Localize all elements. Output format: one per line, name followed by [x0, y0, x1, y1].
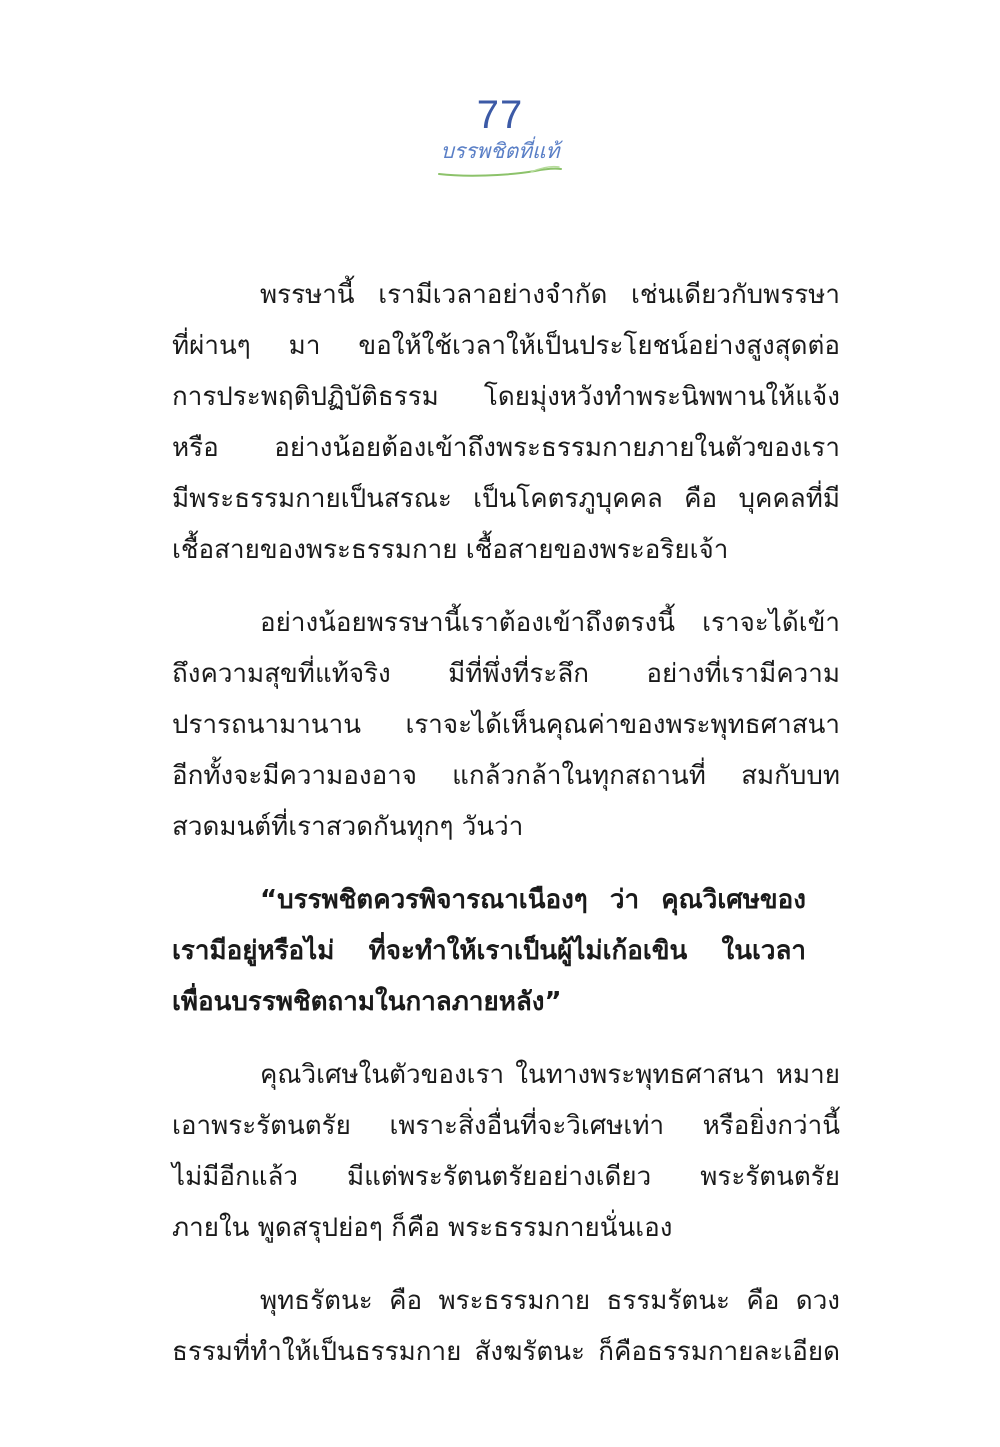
running-title: บรรพชิตที่แท้ [440, 139, 560, 163]
text-line: ภายใน พูดสรุปย่อๆ ก็คือ พระธรรมกายนั่นเอง [172, 1213, 673, 1243]
paragraph [172, 270, 840, 576]
text-line: คุณวิเศษในตัวของเรา ในทางพระพุทธศาสนา หมาย [260, 1060, 840, 1090]
text-line: หรือ อย่างน้อยต้องเข้าถึงพระธรรมกายภายในตัวของเรา [172, 433, 840, 463]
text-line: ปรารถนามานาน เราจะได้เห็นคุณค่าของพระพุทธศาสนา [172, 710, 840, 740]
text-line: เอาพระรัตนตรัย เพราะสิ่งอื่นที่จะวิเศษเท่า หรือยิ่งกว่านี้ [172, 1111, 840, 1141]
title-underline-ornament-icon [435, 164, 565, 178]
text-line: เชื้อสายของพระธรรมกาย เชื้อสายของพระอริยเจ้า [172, 535, 729, 565]
text-line: ธรรมที่ทำให้เป็นธรรมกาย สังฆรัตนะ ก็คือธรรมกายละเอียด [172, 1337, 840, 1367]
text-line: พรรษานี้ เรามีเวลาอย่างจำกัด เช่นเดียวกับพรรษา [260, 280, 840, 310]
text-line: ไม่มีอีกแล้ว มีแต่พระรัตนตรัยอย่างเดียว พระรัตนตรัย [172, 1162, 840, 1192]
quote-line: เพื่อนบรรพชิตถามในกาลภายหลัง” [172, 987, 562, 1017]
text-line: การประพฤติปฏิบัติธรรม โดยมุ่งหวังทำพระนิพพานให้แจ้ง [172, 382, 840, 412]
text-line: มีพระธรรมกายเป็นสรณะ เป็นโคตรภูบุคคล คือ บุคคลที่มี [172, 484, 840, 514]
text-line: ถึงความสุขที่แท้จริง มีที่พึ่งที่ระลึก อย่างที่เรามีความ [172, 659, 840, 689]
text-line: อย่างน้อยพรรษานี้เราต้องเข้าถึงตรงนี้ เราจะได้เข้า [260, 608, 840, 638]
page-number: 77 [476, 93, 524, 137]
quote-line: “บรรพชิตควรพิจารณาเนืองๆ ว่า คุณวิเศษของ [260, 885, 806, 915]
paragraph [172, 1276, 840, 1378]
text-line: สวดมนต์ที่เราสวดกันทุกๆ วันว่า [172, 812, 524, 842]
quote-line: เรามีอยู่หรือไม่ ที่จะทำให้เราเป็นผู้ไม่เก้อเขิน ในเวลา [172, 936, 806, 966]
body-text [172, 270, 840, 1400]
text-line: พุทธรัตนะ คือ พระธรรมกาย ธรรมรัตนะ คือ ดวง [260, 1286, 840, 1316]
text-line: ที่ผ่านๆ มา ขอให้ใช้เวลาให้เป็นประโยชน์อย่างสูงสุดต่อ [172, 331, 840, 361]
quotation [172, 875, 806, 1028]
paragraph [172, 598, 840, 853]
text-line: อีกทั้งจะมีความองอาจ แกล้วกล้าในทุกสถานที่ สมกับบท [172, 761, 840, 791]
paragraph [172, 1050, 840, 1254]
page-header [0, 92, 1000, 178]
